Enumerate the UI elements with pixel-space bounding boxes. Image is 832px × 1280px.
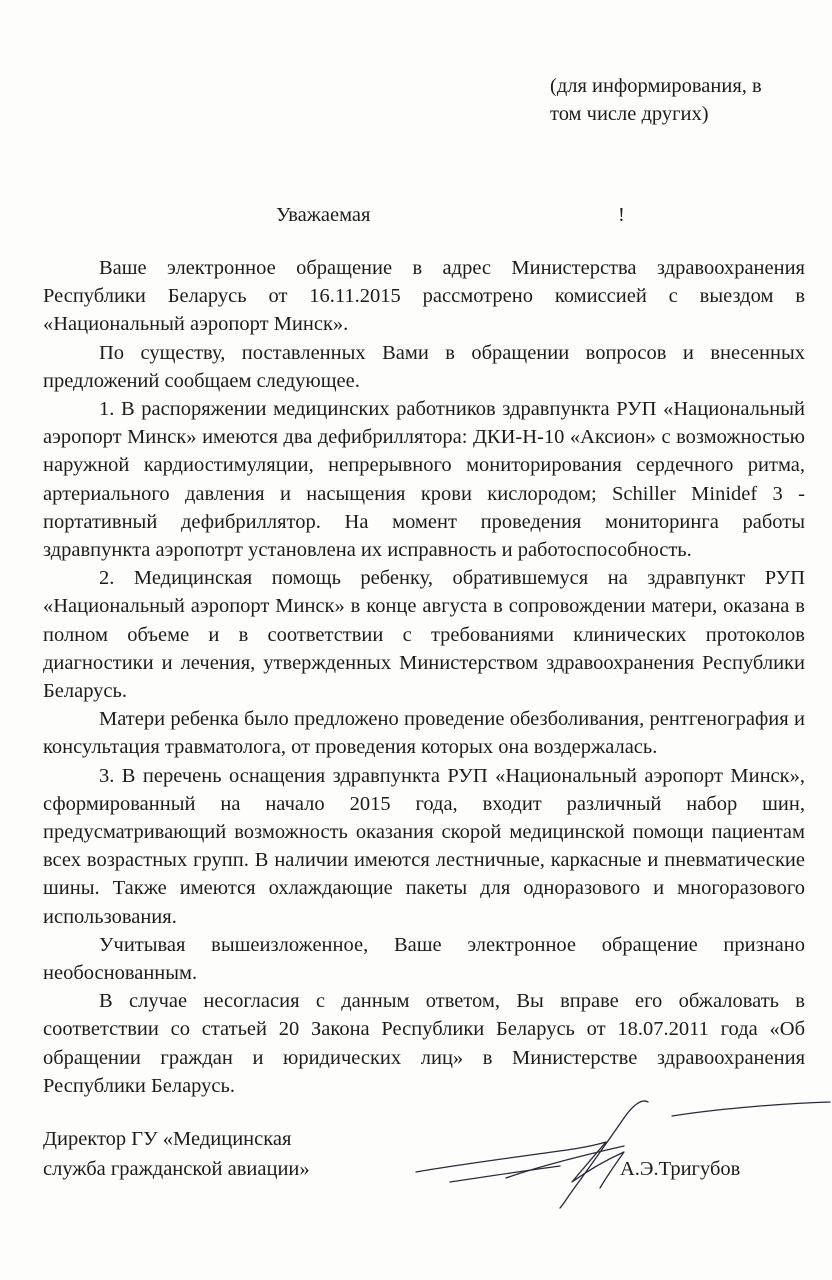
paragraph-conclusion: Учитывая вышеизложенное, Ваше электронное обращение признано необоснованным. xyxy=(43,933,805,985)
distribution-note-line-1: (для информирования, в xyxy=(550,75,762,97)
paragraph-point-3: 3. В перечень оснащения здравпункта РУП «Национальный аэропорт Минск», сформированный на начало 2015 года, входит различный набор шин, предусматривающий возможность оказания скорой медицинской помощи пациентам всех возрастных групп. В наличии имеются лестничные, каркасные и пневматические шины. Также имеются охлаждающие пакеты для одноразового и многоразового использования. xyxy=(43,764,805,928)
paragraph-point-2: 2. Медицинская помощь ребенку, обратившемуся на здравпункт РУП «Национальный аэропорт Минск» в конце августа в сопровождении матери, оказана в полном объеме и в соответствии с требованиями клинических протоколов диагностики и лечения, утвержденных Министерством здравоохранения Республики Беларусь. xyxy=(43,567,805,703)
paragraph-point-2-note: Матери ребенка было предложено проведение обезболивания, рентгенография и консультация травматолога, от проведения которых она воздержалась. xyxy=(43,708,805,759)
signatory-position-line-1: Директор ГУ «Медицинская xyxy=(43,1128,292,1150)
distribution-note-line-2: том числе других) xyxy=(550,103,709,125)
signatory-position xyxy=(43,1124,310,1184)
paragraph-point-1: 1. В распоряжении медицинских работников здравпункта РУП «Национальный аэропорт Минск» имеются два дефибриллятора: ДКИ-Н-10 «Аксион» с возможностью наружной кардиостимуляции, непрерывного мониторирования сердечного ритма, артериального давления и насыщения крови кислородом; Schiller Minidef 3 - портативный дефибриллятор. На момент проведения мониторинга работы здравпункта аэропотрт установлена их исправность и работоспособность. xyxy=(43,398,805,562)
salutation-exclamation: ! xyxy=(618,204,625,226)
letter-body xyxy=(43,254,805,1100)
paragraph-appeal-rights: В случае несогласия с данным ответом, Вы вправе его обжаловать в соответствии со статьей 20 Закона Республики Беларусь от 18.07.2011 года «Об обращении граждан и юридических лиц» в Министерстве здравоохранения Республики Беларусь. xyxy=(43,990,805,1097)
signature-stroke-top xyxy=(672,1102,830,1116)
paragraph-reply-lead: По существу, поставленных Вами в обращении вопросов и внесенных предложений сообщаем следующее. xyxy=(43,341,805,392)
signatory-position-line-2: служба гражданской авиации» xyxy=(43,1158,310,1180)
distribution-note xyxy=(550,72,810,128)
signatory-name: А.Э.Тригубов xyxy=(620,1158,741,1180)
signature-stroke-main xyxy=(416,1142,624,1188)
paragraph-intro: Ваше электронное обращение в адрес Министерства здравоохранения Республики Беларусь от 16.11.2015 рассмотрено комиссией с выездом в «Национальный аэропорт Минск». xyxy=(43,257,805,336)
signature-stroke-tail xyxy=(450,1166,560,1182)
salutation: Уважаемая xyxy=(276,204,371,226)
